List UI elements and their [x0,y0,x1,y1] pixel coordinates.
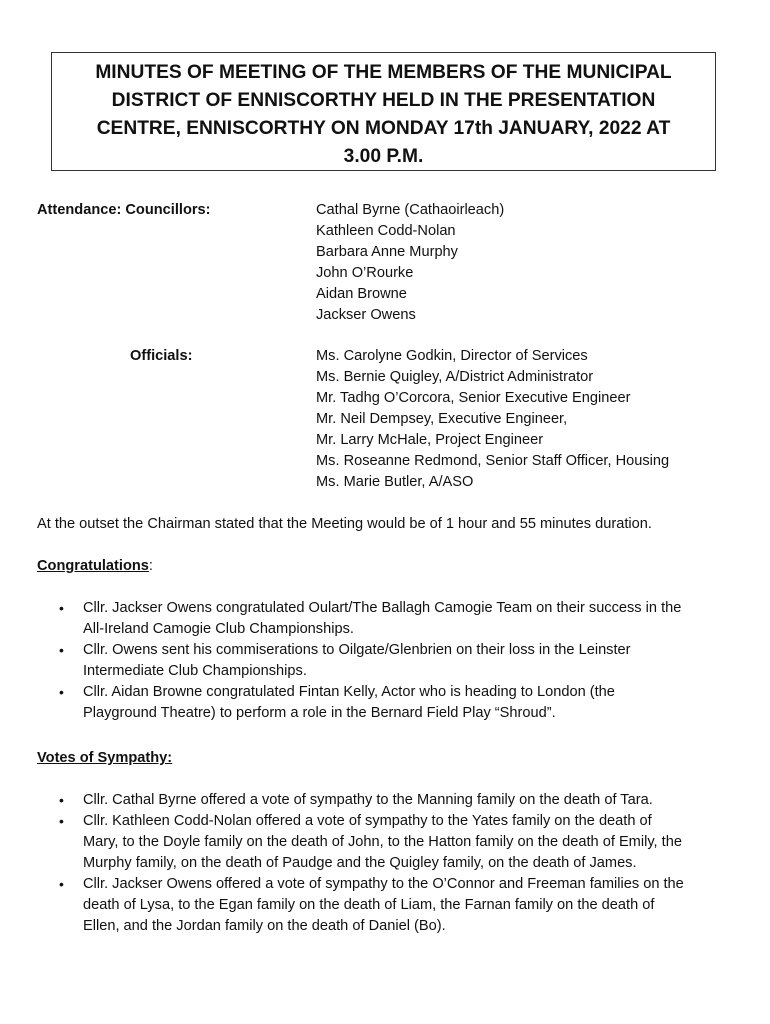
list-item-line: Murphy family, on the death of Paudge and the Quigley family, on the death of James. [83,855,637,871]
councillor-name: Jackser Owens [316,307,416,323]
outset-statement: At the outset the Chairman stated that the Meeting would be of 1 hour and 55 minutes duration. [37,516,652,532]
list-item [37,598,737,640]
sympathy-list [37,790,737,937]
list-item [37,790,737,811]
list-item-line: All-Ireland Camogie Club Championships. [83,621,354,637]
list-item-line: • Cllr. Aidan Browne congratulated Fintan Kelly, Actor who is heading to London (the [83,684,615,700]
list-item-line: Playground Theatre) to perform a role in the Bernard Field Play “Shroud”. [83,705,556,721]
councillor-name: Barbara Anne Murphy [316,244,458,260]
councillors-list [316,200,504,326]
list-item [37,682,737,724]
list-item [37,640,737,682]
title-line: 3.00 P.M. [343,146,424,167]
councillor-name: John O’Rourke [316,265,414,281]
sympathy-heading: Votes of Sympathy: [37,750,173,766]
list-item-line: death of Lysa, to the Egan family on the death of Liam, the Farnan family on the death of [83,897,655,913]
officials-label: Officials: [130,348,193,364]
congratulations-heading-colon: : [148,558,153,574]
list-item-line: Mary, to the Doyle family on the death of John, to the Hatton family on the death of Emily, the [83,834,682,850]
congratulations-list [37,598,737,724]
title-line: MINUTES OF MEETING OF THE MEMBERS OF THE MUNICIPAL [95,62,672,83]
officials-list [316,346,669,493]
councillor-name: Aidan Browne [316,286,407,302]
official-name: Ms. Carolyne Godkin, Director of Services [316,348,588,364]
list-item-line: Intermediate Club Championships. [83,663,307,679]
list-item-line: Ellen, and the Jordan family on the death of Daniel (Bo). [83,918,446,934]
list-item-line: • Cllr. Cathal Byrne offered a vote of sympathy to the Manning family on the death of Tara. [83,792,653,808]
title-line: CENTRE, ENNISCORTHY ON MONDAY 17th JANUARY, 2022 AT [96,118,671,139]
councillor-name: Cathal Byrne (Cathaoirleach) [316,202,505,218]
title-line: DISTRICT OF ENNISCORTHY HELD IN THE PRESENTATION [111,90,656,111]
official-name: Mr. Neil Dempsey, Executive Engineer, [316,411,568,427]
list-item [37,874,737,937]
list-item-line: • Cllr. Owens sent his commiserations to Oilgate/Glenbrien on their loss in the Leinster [83,642,631,658]
official-name: Ms. Roseanne Redmond, Senior Staff Officer, Housing [316,453,670,469]
official-name: Mr. Tadhg O’Corcora, Senior Executive Engineer [316,390,631,406]
official-name: Mr. Larry McHale, Project Engineer [316,432,544,448]
official-name: Ms. Marie Butler, A/ASO [316,474,474,490]
congratulations-heading-text: Congratulations [37,558,149,574]
title-box [51,52,716,171]
councillor-name: Kathleen Codd-Nolan [316,223,456,239]
congratulations-heading [37,556,153,577]
list-item-line: • Cllr. Jackser Owens congratulated Oulart/The Ballagh Camogie Team on their success in the [83,600,682,616]
official-name: Ms. Bernie Quigley, A/District Administrator [316,369,594,385]
list-item [37,811,737,874]
list-item-line: • Cllr. Kathleen Codd-Nolan offered a vote of sympathy to the Yates family on the death of [83,813,652,829]
list-item-line: • Cllr. Jackser Owens offered a vote of sympathy to the O’Connor and Freeman families on the [83,876,684,892]
councillors-label: Attendance: Councillors: [37,202,211,218]
